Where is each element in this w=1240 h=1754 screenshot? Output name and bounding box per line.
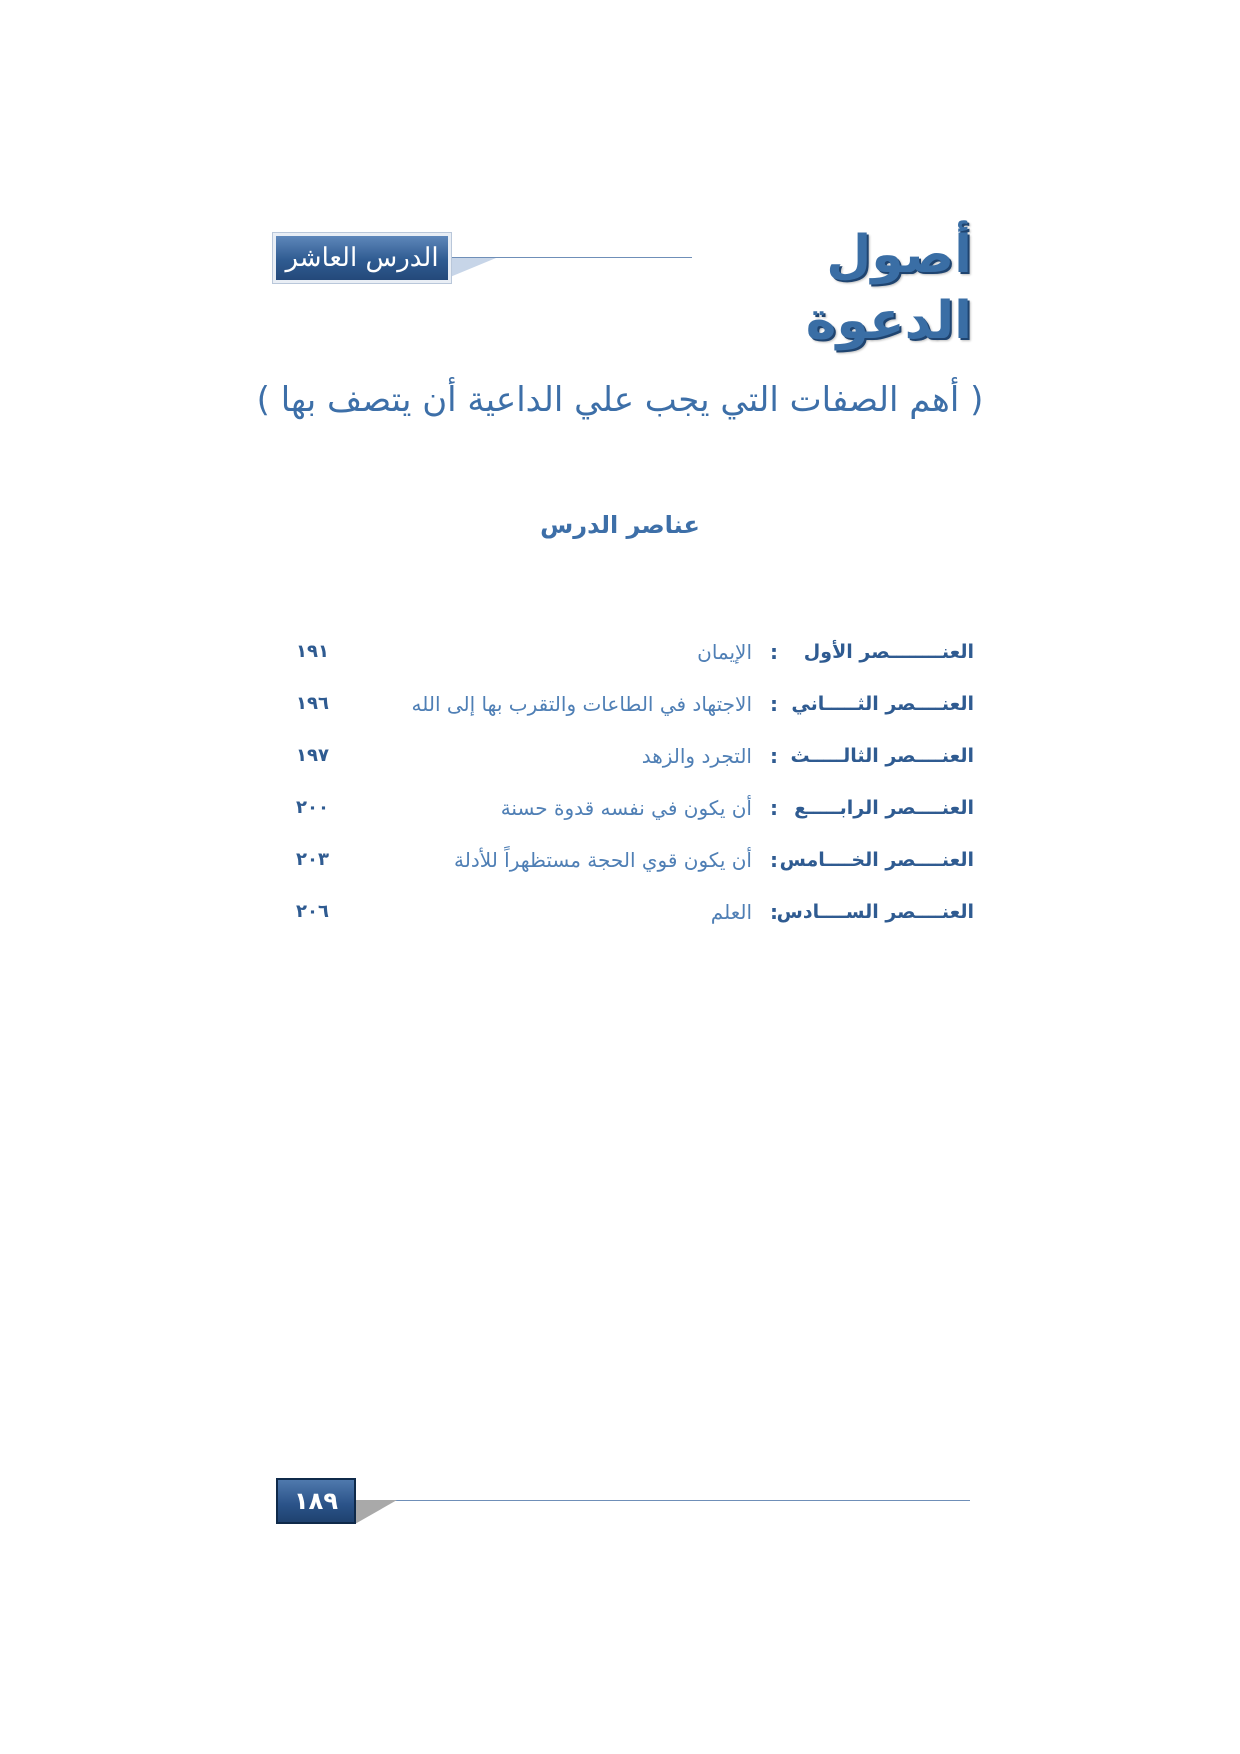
lesson-label: الدرس العاشر [273, 233, 451, 283]
element-topic: أن يكون قوي الحجة مستظهراً للأدلة [454, 848, 752, 872]
lesson-title: ( أهم الصفات التي يجب علي الداعية أن يتصف بها ) [256, 380, 984, 420]
separator: : [770, 640, 778, 664]
page-number-shadow [355, 1500, 397, 1524]
element-topic: العلم [710, 900, 752, 924]
element-topic: الاجتهاد في الطاعات والتقرب بها إلى الله [411, 692, 752, 716]
element-label: العنــــــــصر الأول [803, 641, 974, 663]
separator: : [770, 900, 778, 924]
list-item [296, 626, 974, 678]
lesson-elements-list [296, 626, 974, 938]
separator: : [770, 692, 778, 716]
page-reference: ١٩٧ [296, 745, 329, 766]
element-label: العنــــصر الثـــــاني [791, 693, 974, 715]
page-number: ١٨٩ [276, 1478, 356, 1524]
footer-divider [356, 1500, 970, 1501]
page-reference: ٢٠٣ [296, 849, 329, 870]
page-reference: ١٩٦ [296, 693, 329, 714]
page-reference: ٢٠٦ [296, 901, 329, 922]
separator: : [770, 796, 778, 820]
element-topic: الإيمان [697, 640, 752, 664]
element-label: العنــــصر الرابـــــع [794, 797, 974, 819]
separator: : [770, 744, 778, 768]
element-label: العنــــصر الخــــامس [779, 849, 974, 871]
book-title: أصول الدعوة [805, 225, 972, 351]
element-topic: التجرد والزهد [641, 744, 752, 768]
elements-heading: عناصر الدرس [540, 511, 700, 539]
list-item [296, 834, 974, 886]
page-reference: ١٩١ [296, 641, 329, 662]
list-item [296, 730, 974, 782]
list-item [296, 782, 974, 834]
list-item [296, 886, 974, 938]
list-item [296, 678, 974, 730]
element-label: العنــــصر الســــادس [776, 901, 974, 923]
element-topic: أن يكون في نفسه قدوة حسنة [500, 796, 752, 820]
page-reference: ٢٠٠ [296, 797, 329, 818]
separator: : [770, 848, 778, 872]
element-label: العنــــصر الثالـــــث [790, 745, 974, 767]
